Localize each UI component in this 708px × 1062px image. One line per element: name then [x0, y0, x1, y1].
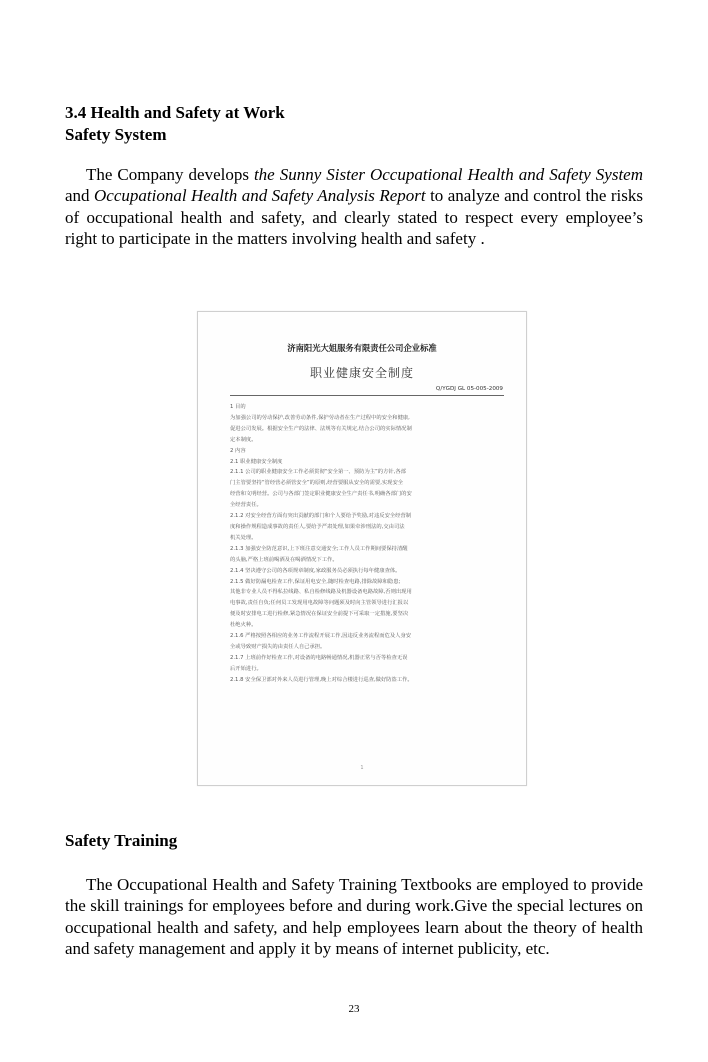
scan-line: 便及时安排电工进行检修,紧急情况在保证安全前提下可采取一定措施,要坚决 — [230, 611, 409, 618]
scan-line: 促进公司发展。根据安全生产的法律、法规等有关规定,结合公司的实际情况制 — [230, 425, 412, 432]
scan-line: 2.1.2 对安全经营方面有突出贡献的部门和个人要给予奖励,对违反安全经营制 — [230, 513, 412, 520]
scan-line: 度和操作规程造成事故的责任人,要给予严肃处理,如果牵涉刑法的,交由司法 — [230, 523, 405, 530]
scan-line: 2.1.5 做好防漏电检查工作,保证用电安全,随时检查电路,排除故障和隐患; — [230, 578, 401, 585]
system-name: the Sunny Sister Occupational Health and Safety System — [253, 165, 643, 184]
scan-line: 全经营责任。 — [230, 502, 262, 509]
safety-system-heading: Safety System — [65, 125, 167, 144]
scan-company-standard: 济南阳光大姐服务有限责任公司企业标准 — [287, 343, 437, 353]
section-heading: 3.4 Health and Safety at Work — [65, 103, 285, 122]
scan-body-text — [230, 402, 504, 686]
scan-doc-code: Q/YGDJ GL 05-005-2009 — [435, 386, 503, 392]
scan-line: 杜绝火种。 — [230, 622, 257, 629]
scan-line: 经营和文明经营。公司与各部门签定职业健康安全生产责任书,明确各部门的安 — [230, 491, 412, 498]
scanned-standard-document — [197, 311, 527, 786]
scan-line: 1 目的 — [230, 404, 246, 410]
scan-line: 其他非专业人员不得私拉线路、私自检修线路及机器设备电路故障,否则出现用 — [230, 589, 412, 596]
scan-line: 门主管要坚持“管经营必须管安全”的原则,经营要服从安全的需要,实现安全 — [230, 480, 404, 487]
scan-line: 机关处理。 — [230, 534, 257, 541]
scan-line: 全或导致财产损失的由责任人自己承担。 — [230, 643, 326, 650]
page-number: 23 — [348, 1003, 360, 1015]
scan-line: 后开始进行。 — [230, 665, 262, 672]
safety-training-heading: Safety Training — [65, 831, 178, 850]
safety-training-paragraph — [65, 874, 643, 960]
scan-line: 的头脑,严格上班前喝酒及在喝酒情况下工作。 — [230, 556, 338, 563]
paragraph-text: and — [65, 186, 94, 206]
scan-line: 2.1.7 上班前作好检查工作,对设备的电路畅通情况,机器正常与否等检查无误 — [230, 654, 408, 661]
scan-line: 2.1.4 坚决遵守公司的各项规章制度,家政服务员必须执行每年健康查体。 — [230, 567, 401, 574]
scan-line: 2.1 职业健康安全制度 — [230, 458, 283, 465]
paragraph-text: The Occupational Health and Safety Training Textbooks are employed to provide the skill trainings for employees before and during work.Give the special lectures on occupational health and safety, and help employees learn about the theory of health and safety management and apply it by means of internet publicity, etc. — [65, 875, 643, 959]
scan-line: 2.1.1 公司的职业健康安全工作必须贯彻“安全第一、预防为主”的方针,各部 — [230, 469, 406, 476]
scan-line: 为加强公司的劳动保护,改善劳动条件,保护劳动者在生产过程中的安全和健康, — [230, 414, 410, 421]
scan-line: 2.1.3 加强安全防范意识,上下班注意交通安全;工作人员工作期间要保持清醒 — [230, 545, 408, 552]
safety-system-paragraph — [65, 164, 643, 250]
scan-title: 职业健康安全制度 — [309, 366, 414, 380]
scan-header-rule — [230, 395, 504, 396]
scan-line: 2.1.6 严格按照各相应的业务工作流程开展工作,因违反业务流程而危及人身安 — [230, 633, 412, 640]
scan-line: 2 内容 — [230, 447, 246, 454]
scan-line: 定本制度。 — [230, 436, 257, 443]
report-name: Occupational Health and Safety Analysis Report — [94, 186, 426, 206]
paragraph-text: The Company develops — [86, 165, 254, 184]
scan-page-number: 1 — [360, 765, 364, 771]
scan-line: 2.1.8 安全保卫部对外来人员进行管理,晚上对综合楼进行巡查,做好防盗工作。 — [230, 676, 413, 683]
scan-line: 电事故,责任自负;任何员工发现用电故障等问题须及时向主管领导进行汇报以 — [230, 600, 409, 607]
paragraph-text: to analyze and control the risks of occupational health and safety, and clearly stated to respect every employee’s right to participate in the matters involving health and safety . — [65, 186, 644, 249]
